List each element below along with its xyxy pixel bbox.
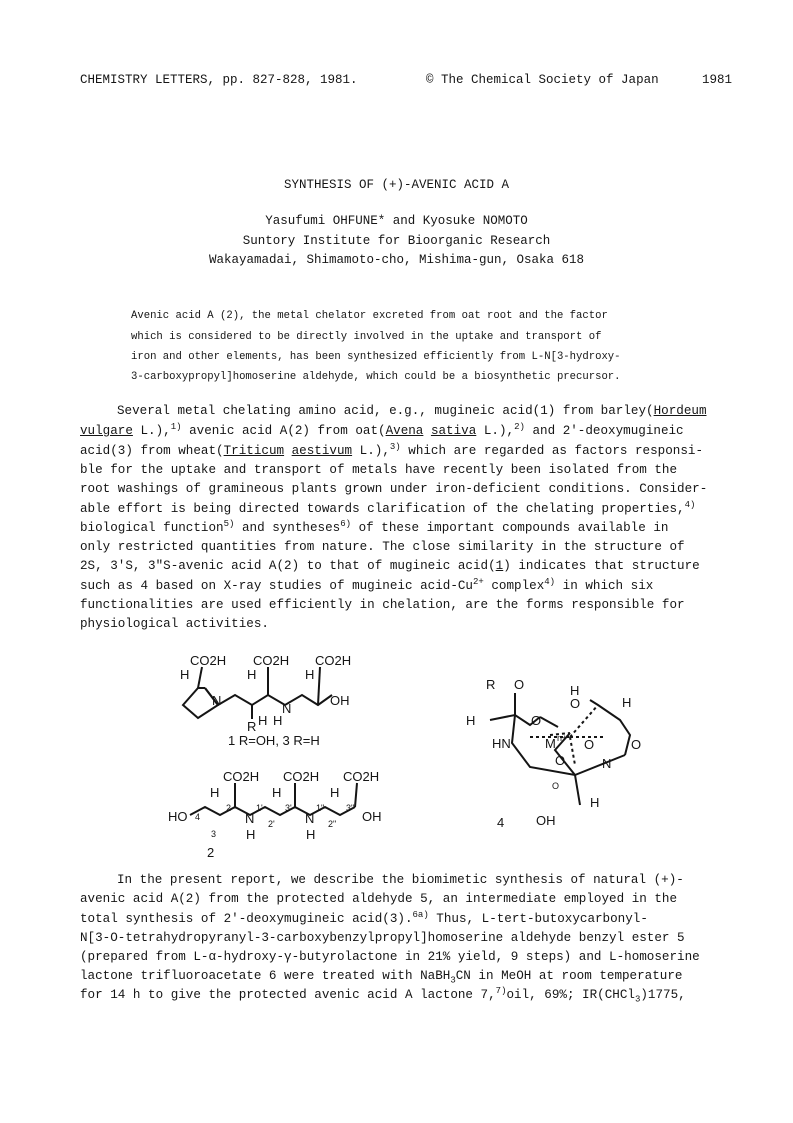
structure-label: H — [247, 667, 257, 682]
structure-label: H — [180, 667, 190, 682]
structure-label: N — [282, 701, 292, 716]
structure-label: CO2H — [283, 769, 320, 784]
structure-label: 2 — [226, 803, 232, 813]
paper-title: SYNTHESIS OF (+)-AVENIC ACID A — [283, 178, 510, 192]
institute: Suntory Institute for Bioorganic Research — [242, 234, 551, 248]
header-year: 1981 — [701, 73, 732, 87]
body-line: functionalities are used efficiently in chelation, are the forms responsible for — [80, 598, 685, 612]
structure-label: 2" — [328, 819, 337, 829]
structure-label: H — [466, 713, 476, 728]
body-line: for 14 h to give the protected avenic acid A lactone 7,$^{7)}$oil, 69%; IR(CHCl$_3$)1775, — [80, 985, 686, 1005]
structure-label: HO — [168, 809, 188, 824]
body-line: biological function$^{5)}$ and syntheses$^{6)}$ of these important compounds available in — [80, 518, 669, 535]
structure-label: H — [305, 667, 315, 682]
structure-label: H — [306, 827, 316, 842]
structure-4-bonds — [490, 693, 630, 805]
body-line: avenic acid A(2) from the protected aldehyde 5, an intermediate employed in the — [80, 892, 678, 906]
body-line: (prepared from L-α-hydroxy-γ-butyrolactone in 21% yield, 9 steps) and L-homoserine — [80, 950, 700, 964]
structure-label: H — [210, 785, 220, 800]
structure-label: H — [273, 713, 283, 728]
structure-label: HN — [492, 736, 511, 751]
structure-label: H — [246, 827, 256, 842]
structure-label: CO2H — [343, 769, 380, 784]
structure-labels — [168, 653, 641, 860]
structure-label: R — [247, 719, 257, 734]
structure-label: H — [258, 713, 268, 728]
structure-label: H — [622, 695, 632, 710]
body-line: able effort is being directed towards clarification of the chelating properties,$^{4)}$ — [80, 499, 696, 516]
authors: Yasufumi OHFUNE* and Kyosuke NOMOTO — [265, 214, 528, 228]
structure-label: 1" — [316, 803, 325, 813]
structure-label: H — [590, 795, 600, 810]
body-line: 2S, 3'S, 3"S-avenic acid A(2) to that of mugineic acid(1) indicates that structure — [80, 559, 700, 573]
structure-label: H — [570, 683, 580, 698]
structure-label: 3' — [285, 803, 292, 813]
structure-label: N — [245, 811, 255, 826]
structure-caption: 4 — [497, 815, 505, 830]
body-line: root washings of gramineous plants grown under iron-deficient conditions. Consider- — [80, 482, 708, 496]
structure-label: n+ — [557, 733, 568, 743]
structure-label: CO2H — [223, 769, 260, 784]
structure-label: O — [584, 737, 595, 752]
structure-label: OH — [330, 693, 350, 708]
body-line: acid(3) from wheat(Triticum aestivum L.),$^{3)}$ which are regarded as factors responsi- — [80, 441, 704, 458]
structure-label: OH — [536, 813, 556, 828]
structure-label: 2' — [268, 819, 275, 829]
abstract-line: 3-carboxypropyl]homoserine aldehyde, which could be a biosynthetic precursor. — [131, 371, 621, 383]
body-line: lactone trifluoroacetate 6 were treated with NaBH$_3$CN in MeOH at room temperature — [80, 969, 683, 986]
body-line: Several metal chelating amino acid, e.g., mugineic acid(1) from barley(Hordeum — [117, 404, 707, 418]
structure-label: N — [602, 756, 612, 771]
body-line: ble for the uptake and transport of metals have recently been isolated from the — [80, 463, 678, 477]
structure-label: O — [531, 713, 542, 728]
structure-label: 4 — [195, 812, 201, 822]
address: Wakayamadai, Shimamoto-cho, Mishima-gun, Osaka 618 — [208, 253, 585, 267]
structure-label: O — [570, 696, 581, 711]
structure-label: 3 — [211, 829, 217, 839]
structure-label: R — [486, 677, 496, 692]
structure-label: H — [330, 785, 340, 800]
structure-label: CO2H — [253, 653, 290, 668]
body-line: vulgare L.),$^{1)}$ avenic acid A(2) from oat(Avena sativa L.),$^{2)}$ and 2'-deoxymugineic — [80, 421, 684, 438]
body-line: such as 4 based on X-ray studies of mugineic acid-$Cu^{2+}$ complex$^{4)}$ in which six — [80, 576, 654, 593]
journal-reference: CHEMISTRY LETTERS, pp. 827-828, 1981. — [80, 73, 358, 87]
structure-label: O — [514, 677, 525, 692]
structure-caption: 1 R=OH, 3 R=H — [228, 733, 320, 748]
abstract-line: Avenic acid A (2), the metal chelator excreted from oat root and the factor — [131, 310, 608, 322]
structure-label: M — [545, 736, 556, 751]
structure-label: N — [212, 693, 222, 708]
copyright-symbol: © — [426, 73, 434, 87]
body-line: N[3-O-tetrahydropyranyl-3-carboxybenzylpropyl]homoserine aldehyde benzyl ester 5 — [80, 931, 685, 945]
body-line: In the present report, we describe the biomimetic synthesis of natural (+)- — [117, 873, 684, 887]
structure-label: H — [272, 785, 282, 800]
body-line: only restricted quantities from nature. The close similarity in the structure of — [80, 540, 685, 554]
body-line: physiological activities. — [80, 617, 269, 631]
structure-label: O — [552, 781, 560, 791]
structure-label: CO2H — [315, 653, 352, 668]
structure-label: OH — [362, 809, 382, 824]
structure-label: 3" — [346, 803, 355, 813]
structure-label: N — [305, 811, 315, 826]
structure-label: 1' — [256, 803, 263, 813]
structure-label: O — [631, 737, 642, 752]
copyright-notice — [426, 73, 659, 87]
copyright-text: The Chemical Society of Japan — [441, 73, 659, 87]
structure-caption: 2 — [207, 845, 215, 860]
body-line: total synthesis of 2'-deoxymugineic acid(3).$^{6a)}$ Thus, L-tert-butoxycarbonyl- — [80, 909, 648, 926]
structure-label: CO2H — [190, 653, 227, 668]
abstract-line: iron and other elements, has been synthesized efficiently from L-N[3-hydroxy- — [131, 351, 621, 363]
abstract-line: which is considered to be directly involved in the uptake and transport of — [131, 331, 602, 343]
chemical-structures-figure — [150, 645, 670, 865]
structure-label: O — [555, 753, 566, 768]
